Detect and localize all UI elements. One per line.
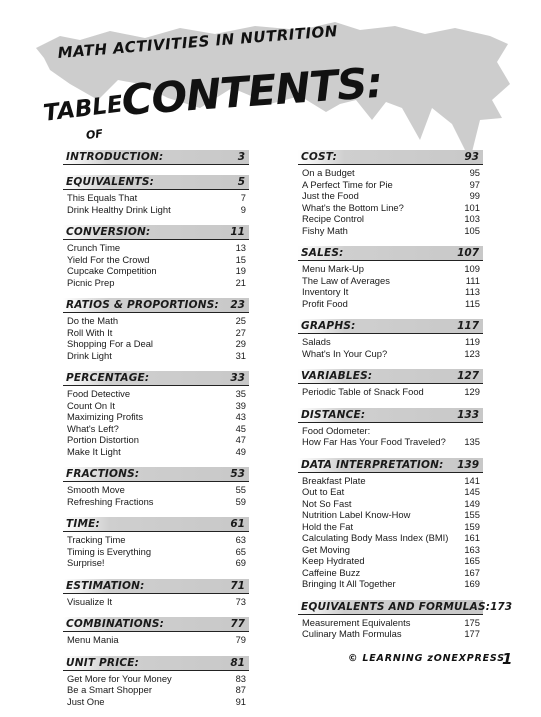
entry-title: Caffeine Buzz (302, 566, 361, 578)
toc-left-column (63, 150, 249, 717)
entry-page-number: 167 (464, 566, 480, 578)
entry-page-number: 73 (235, 595, 246, 607)
toc-entry (298, 555, 483, 567)
entry-page-number: 87 (235, 684, 246, 695)
toc-entry (63, 673, 249, 685)
entry-page-number: 103 (464, 213, 480, 224)
entry-title: Calculating Body Mass Index (BMI) (302, 532, 449, 543)
entry-page-number: 97 (469, 178, 480, 190)
entry-page-number: 19 (235, 265, 246, 276)
section-title: FRACTIONS: (66, 468, 140, 480)
entry-page-number: 109 (464, 263, 480, 274)
toc-entry (298, 521, 483, 533)
toc-right-column (298, 150, 513, 650)
section-page-number: 71 (230, 579, 245, 592)
toc-entry (298, 202, 483, 214)
section-page-number: 81 (230, 656, 245, 669)
toc-section (298, 150, 483, 236)
toc-section (63, 579, 249, 608)
section-page-number: 11 (230, 226, 245, 238)
entry-page-number: 7 (240, 192, 246, 203)
entry-title: Periodic Table of Snack Food (302, 386, 424, 397)
entry-title: The Law of Averages (302, 274, 390, 286)
section-page-number: 93 (464, 151, 479, 163)
toc-entry (298, 179, 483, 191)
toc-section (63, 517, 249, 569)
toc-section (63, 656, 249, 708)
section-page-number: 77 (230, 618, 245, 630)
toc-entry (63, 534, 249, 546)
page-number: 1 (502, 650, 513, 668)
entry-title: Maximizing Profits (67, 411, 144, 422)
entry-title: Keep Hydrated (302, 555, 365, 566)
entry-title: Visualize It (67, 595, 113, 607)
toc-entry (63, 327, 249, 339)
entry-title: Food Detective (67, 388, 131, 399)
toc-entry (298, 167, 483, 179)
section-header-bar (298, 246, 483, 261)
toc-section (298, 600, 513, 640)
toc-entry (63, 254, 249, 266)
entry-title: Do the Math (67, 315, 119, 326)
entry-title: Get More for Your Money (67, 672, 172, 684)
entry-title: Drink Healthy Drink Light (67, 203, 171, 215)
section-header-bar (298, 408, 483, 423)
toc-entry (63, 446, 249, 458)
toc-section (63, 175, 249, 215)
title-word-of: OF (85, 127, 104, 142)
entry-title: Refreshing Fractions (67, 495, 154, 507)
section-header-bar (63, 517, 249, 532)
entry-title: Make It Light (67, 445, 121, 457)
section-page-number: 117 (457, 320, 479, 332)
section-title: UNIT PRICE: (66, 656, 140, 669)
book-subtitle: MATH ACTIVITIES IN NUTRITION (57, 21, 339, 62)
entry-title: Out to Eat (302, 486, 345, 497)
entry-page-number: 105 (464, 224, 480, 236)
entry-title: Be a Smart Shopper (67, 684, 152, 695)
entry-title: Measurement Equivalents (302, 616, 411, 628)
section-title: RATIOS & PROPORTIONS: (66, 299, 219, 311)
entry-title: Not So Fast (302, 497, 352, 509)
section-title: GRAPHS: (301, 320, 356, 332)
entry-page-number: 115 (465, 297, 480, 309)
entry-page-number: 169 (464, 578, 480, 589)
toc-entry (63, 388, 249, 400)
entry-page-number: 111 (465, 274, 480, 286)
entry-page-number: 21 (235, 276, 246, 288)
toc-section (63, 617, 249, 646)
toc-entry (63, 546, 249, 558)
toc-entry (63, 338, 249, 350)
toc-entry (298, 578, 483, 590)
section-title: VARIABLES: (301, 370, 373, 382)
entry-page-number: 123 (464, 347, 480, 359)
section-title: TIME: (66, 518, 100, 530)
section-header-bar (63, 617, 249, 632)
entry-title: Bringing It All Together (302, 578, 396, 589)
entry-title: What's In Your Cup? (302, 347, 388, 359)
section-page-number: 107 (457, 247, 479, 259)
section-header-bar (63, 371, 249, 386)
entry-page-number: 83 (235, 672, 246, 684)
entry-title: Cupcake Competition (67, 265, 157, 276)
section-header-bar (63, 175, 249, 190)
section-page-number: 5 (237, 176, 245, 188)
entry-page-number: 27 (235, 326, 246, 338)
toc-entry (63, 400, 249, 412)
entry-page-number: 161 (464, 532, 480, 543)
entry-page-number: 35 (235, 388, 246, 399)
toc-entry (298, 532, 483, 544)
entry-page-number: 163 (464, 543, 480, 555)
toc-entry (298, 286, 483, 298)
entry-page-number: 119 (465, 336, 480, 347)
toc-entry (298, 275, 483, 287)
section-header-bar (298, 458, 483, 473)
entry-page-number: 91 (235, 695, 246, 707)
entry-title: Count On It (67, 399, 115, 411)
toc-entry (63, 496, 249, 508)
toc-entry (63, 315, 249, 327)
section-title: DISTANCE: (301, 408, 366, 421)
toc-entry (298, 486, 483, 498)
entry-title: Get Moving (302, 543, 350, 555)
toc-entry (298, 544, 483, 556)
section-header-bar (298, 150, 483, 165)
entry-page-number: 69 (235, 557, 246, 568)
entry-title: Fishy Math (302, 224, 348, 236)
entry-page-number: 165 (464, 555, 480, 566)
section-header-bar (63, 150, 249, 165)
toc-entry (298, 475, 483, 487)
section-header-bar (63, 225, 249, 240)
entry-page-number: 45 (235, 422, 246, 434)
entry-title: This Equals That (67, 192, 138, 203)
entry-title: Just One (67, 695, 105, 707)
entry-page-number: 135 (464, 436, 480, 447)
entry-title: What's Left? (67, 422, 119, 434)
entry-page-number: 59 (235, 495, 246, 507)
entry-title: Surprise! (67, 557, 105, 568)
toc-section (63, 467, 249, 507)
toc-entry (63, 696, 249, 708)
toc-entry (63, 192, 249, 204)
section-title: COMBINATIONS: (66, 618, 165, 630)
section-page-number: 3 (237, 151, 245, 163)
entry-page-number: 43 (235, 411, 246, 422)
toc-entry (298, 225, 483, 237)
section-page-number: 133 (457, 408, 479, 421)
toc-entry (63, 634, 249, 646)
toc-entry (63, 423, 249, 435)
toc-entry (298, 190, 483, 202)
toc-entry (63, 350, 249, 362)
toc-entry (298, 386, 483, 398)
section-header-bar (298, 319, 483, 334)
toc-entry (298, 617, 483, 629)
toc-entry (298, 213, 483, 225)
entry-page-number: 159 (464, 520, 480, 532)
entry-title: Portion Distortion (67, 434, 139, 445)
entry-title: On a Budget (302, 167, 355, 178)
section-header-bar (63, 467, 249, 482)
toc-section (298, 458, 483, 590)
entry-page-number: 113 (465, 286, 480, 297)
entry-page-number: 47 (235, 434, 246, 445)
entry-page-number: 13 (235, 242, 246, 253)
toc-entry (63, 684, 249, 696)
toc-entry (63, 277, 249, 289)
toc-entry (63, 484, 249, 496)
entry-title: Just the Food (302, 190, 359, 201)
entry-title: A Perfect Time for Pie (302, 178, 393, 190)
toc-entry (298, 628, 483, 640)
title-word-contents: CONTENTS: (120, 57, 384, 125)
entry-page-number: 145 (464, 486, 480, 497)
entry-page-number: 129 (464, 386, 480, 397)
section-header-bar (63, 298, 249, 313)
section-page-number: 61 (230, 518, 245, 530)
entry-page-number: 149 (464, 497, 480, 509)
entry-page-number: 31 (235, 349, 246, 361)
section-title: DATA INTERPRETATION: (301, 458, 444, 471)
entry-title: Salads (302, 336, 331, 347)
section-title: INTRODUCTION: (66, 151, 164, 163)
section-page-number: 53 (230, 468, 245, 480)
toc-entry (298, 298, 483, 310)
entry-page-number: 9 (240, 203, 246, 215)
title-word-table: TABLE (42, 91, 125, 127)
toc-entry (63, 265, 249, 277)
entry-title: Menu Mark-Up (302, 263, 364, 274)
entry-title: Profit Food (302, 297, 348, 309)
entry-title: Tracking Time (67, 534, 126, 545)
section-title: EQUIVALENTS: (66, 176, 155, 188)
toc-section (298, 319, 483, 359)
entry-page-number: 99 (469, 190, 480, 201)
entry-title-continued: How Far Has Your Food Traveled? (302, 436, 446, 447)
section-title: COST: (301, 151, 337, 163)
entry-title: Menu Mania (67, 634, 119, 645)
section-header-bar (298, 369, 483, 384)
toc-entry (298, 498, 483, 510)
entry-title: Breakfast Plate (302, 474, 366, 486)
entry-page-number: 177 (464, 628, 480, 639)
toc-section (63, 371, 249, 457)
entry-title: Food Odometer: (302, 424, 371, 436)
entry-page-number: 49 (235, 445, 246, 457)
toc-entry (298, 509, 483, 521)
entry-page-number: 15 (235, 253, 246, 265)
publisher-credit: © LEARNING zONEXPRESS (348, 653, 505, 664)
section-header-bar (298, 600, 513, 615)
entry-title: Roll With It (67, 326, 113, 338)
toc-entry (298, 348, 483, 360)
toc-entry (63, 434, 249, 446)
entry-page-number: 55 (235, 484, 246, 495)
entry-page-number: 39 (235, 399, 246, 411)
entry-title: Shopping For a Deal (67, 338, 153, 349)
section-header-bar (63, 579, 249, 594)
toc-section (63, 225, 249, 288)
section-header-bar (63, 656, 249, 671)
toc-entry (63, 557, 249, 569)
toc-section (298, 246, 483, 309)
section-title: SALES: (301, 247, 344, 259)
toc-entry (298, 336, 483, 348)
entry-title: Culinary Math Formulas (302, 628, 402, 639)
section-page-number: 173 (490, 600, 513, 613)
toc-entry (63, 411, 249, 423)
toc-section (298, 369, 483, 398)
entry-page-number: 65 (235, 545, 246, 557)
entry-title: Drink Light (67, 349, 112, 361)
entry-title: Hold the Fat (302, 520, 354, 532)
toc-entry (298, 567, 483, 579)
section-page-number: 33 (230, 372, 245, 384)
entry-title: Smooth Move (67, 484, 125, 495)
entry-title: What's the Bottom Line? (302, 201, 404, 213)
section-title: PERCENTAGE: (66, 372, 150, 384)
entry-page-number: 155 (464, 509, 480, 520)
section-page-number: 127 (457, 370, 479, 382)
toc-entry (298, 425, 483, 448)
section-title: CONVERSION: (66, 226, 151, 238)
entry-title: Recipe Control (302, 213, 365, 224)
entry-page-number: 95 (469, 167, 480, 178)
toc-entry (298, 263, 483, 275)
section-page-number: 139 (457, 458, 479, 471)
toc-section (63, 150, 249, 165)
entry-page-number: 175 (464, 616, 480, 628)
entry-title: Inventory It (302, 286, 349, 297)
entry-title: Timing is Everything (67, 545, 152, 557)
toc-section (298, 408, 483, 448)
entry-page-number: 25 (235, 315, 246, 326)
entry-title: Crunch Time (67, 242, 121, 253)
section-title: ESTIMATION: (66, 579, 145, 592)
toc-section (63, 298, 249, 361)
entry-page-number: 101 (464, 201, 480, 213)
entry-page-number: 63 (235, 534, 246, 545)
entry-title: Nutrition Label Know-How (302, 509, 411, 520)
entry-page-number: 79 (235, 634, 246, 645)
toc-entry (63, 204, 249, 216)
entry-title: Yield For the Crowd (67, 253, 150, 265)
toc-entry (63, 242, 249, 254)
section-page-number: 23 (230, 299, 245, 311)
section-title: EQUIVALENTS AND FORMULAS: (301, 600, 491, 613)
entry-page-number: 29 (235, 338, 246, 349)
toc-entry (63, 596, 249, 608)
entry-page-number: 141 (464, 474, 480, 486)
entry-title: Picnic Prep (67, 276, 115, 288)
